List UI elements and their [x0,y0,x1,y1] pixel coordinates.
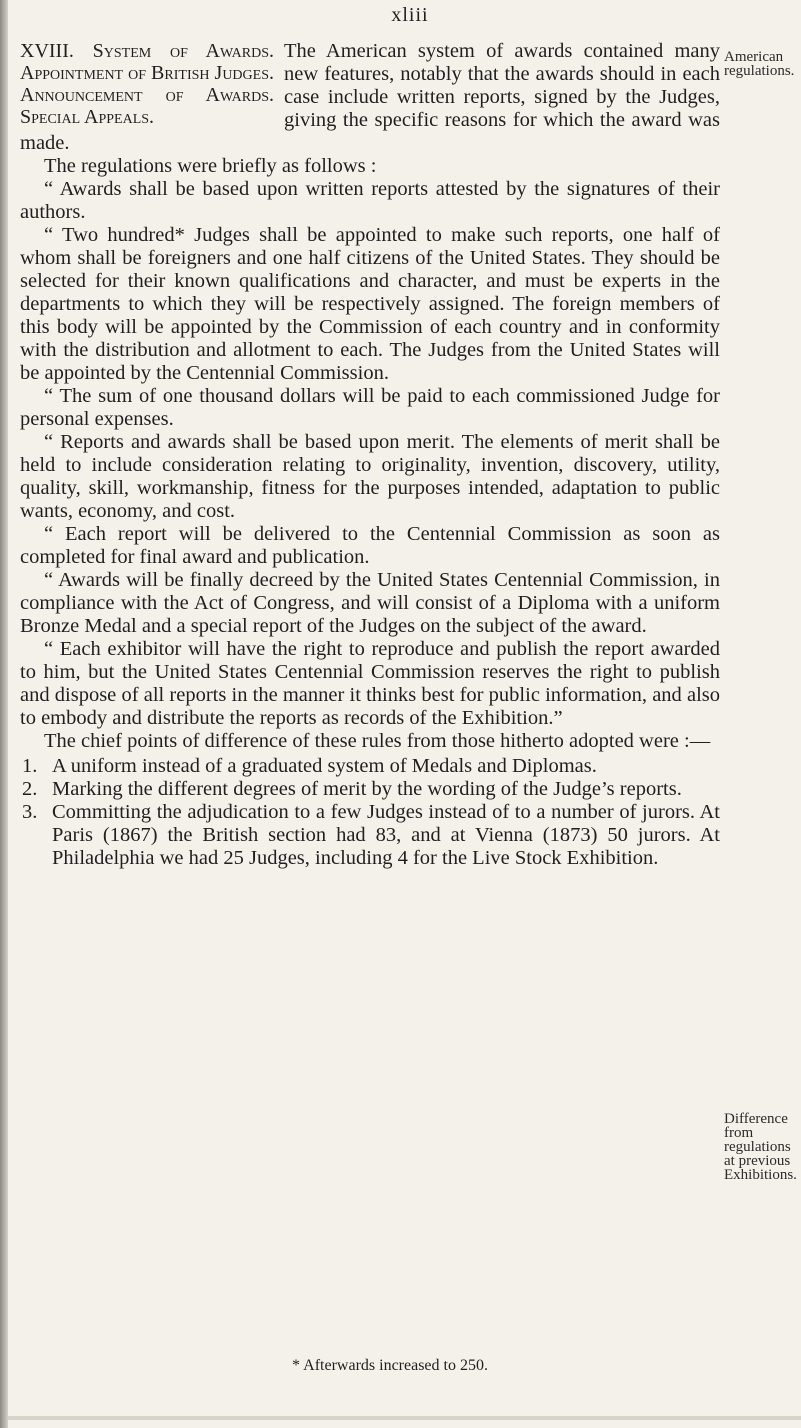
quote-paragraph: “ Each exhibitor will have the right to reproduce and publish the report awarded to him, but the United States Centennial Commission reserves the right to publish and dispose of all reports in the manner it thinks best for public information, and also to embody and distribute the reports as records of the Exhibition.” [20,638,720,729]
margin-note-difference: Difference from regulations at previous Exhibitions. [724,1111,797,1183]
footnote: * Afterwards increased to 250. [292,1357,488,1374]
list-item [20,755,720,778]
regulations-intro: The regulations were briefly as follows : [44,155,377,177]
page-edge [8,1416,801,1420]
list-item-number: 2. [22,778,38,800]
differences-list [20,755,720,870]
quote-paragraph: “ Reports and awards shall be based upon merit. The elements of merit shall be held to include consideration relating to originality, invention, discovery, utility, quality, skill, workmanship, fitness for the purposes intended, adaptation to public wants, economy, and cost. [20,431,720,522]
page-body [20,40,720,870]
margin-note-american: American regulations. [724,49,795,79]
quote-paragraph: “ Two hundred* Judges shall be appointed to make such reports, one half of whom shall be foreigners and one half citizens of the United States. They should be selected for their known qualifications and character, and must be experts in the departments to which they will be respectively assigned. The foreign members of this body will be appointed by the Commission of each country and in conformity with the distribution and allotment to each. The Judges from the United States will be appointed by the Centennial Commission. [20,224,720,384]
quote-paragraph: “ Awards will be finally decreed by the United States Centennial Commission, in compliance with the Act of Congress, and will consist of a Diploma with a uniform Bronze Medal and a special report of the Judges on the subject of the award. [20,569,720,637]
quote-paragraph: “ Awards shall be based upon written reports attested by the signatures of their authors. [20,178,720,223]
quote-paragraph: “ Each report will be delivered to the Centennial Commission as soon as completed for final award and publication. [20,523,720,568]
list-item-number: 1. [22,755,38,777]
list-item-text: A uniform instead of a graduated system of Medals and Diplomas. [52,755,597,777]
list-item-text: Marking the different degrees of merit by the wording of the Judge’s reports. [52,778,682,800]
list-item [20,801,720,870]
book-spine-shadow [0,0,8,1428]
list-item-text: Committing the adjudication to a few Judges instead of to a number of jurors. At Paris (1867) the British section had 83, and at Vienna (1873) 50 jurors. At Philadelphia we had 25 Judges, including 4 for the Live Stock Exhibition. [52,801,720,869]
intro-paragraph: The American system of awards contained many new features, notably that the awards should in each case include written reports, signed by the Judges, giving the specific reasons for which the award was made. [20,40,720,154]
differences-intro: The chief points of difference of these rules from those hitherto adopted were :— [44,730,711,752]
page-number: xliii [391,4,429,26]
section-heading: XVIII. System of Awards. Appointment of British Judges. Announcement of Awards. Special Appeals. [20,40,274,128]
list-item-number: 3. [22,801,38,823]
quote-paragraph: “ The sum of one thousand dollars will be paid to each commissioned Judge for personal expenses. [20,385,720,430]
list-item [20,778,720,801]
